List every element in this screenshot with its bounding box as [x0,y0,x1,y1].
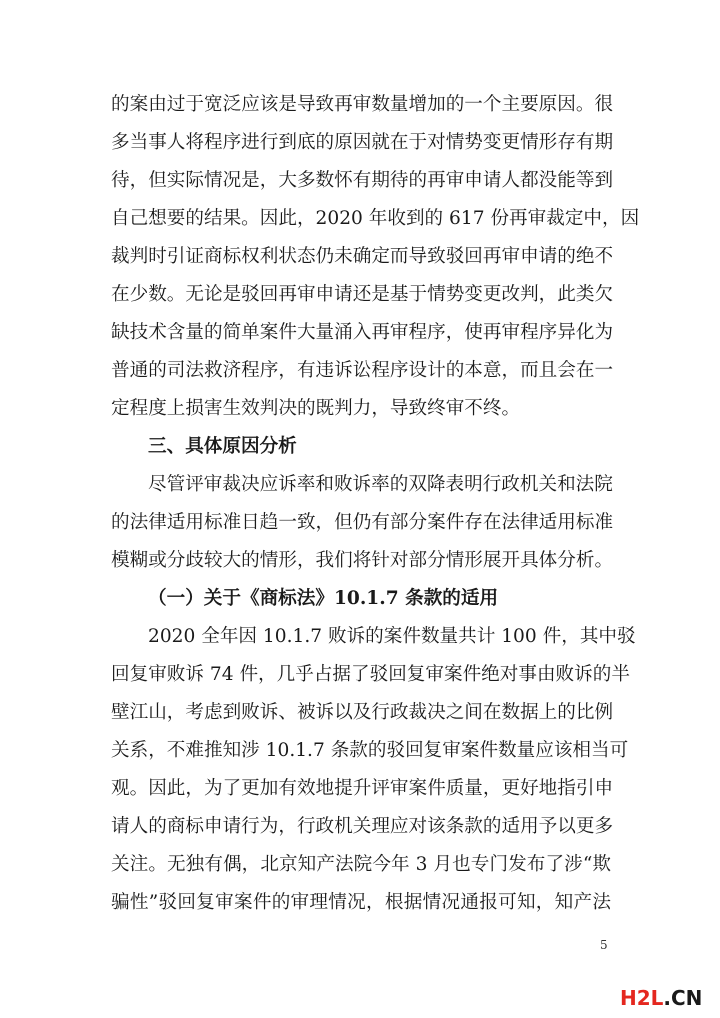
subsection-heading: （一）关于《商标法》10.1.7 条款的适用 [148,588,499,609]
watermark-brand: H2L [620,986,664,1010]
body-text [111,86,640,922]
text-line: 2020 全年因 10.1.7 败诉的案件数量共计 100 件，其中驳 [148,626,636,647]
text-line: 定程度上损害生效判决的既判力，导致终审不终。 [111,398,521,419]
section-heading: 三、具体原因分析 [148,436,297,457]
watermark-suffix: .CN [663,986,703,1010]
text-line: 尽管评审裁决应诉率和败诉率的双降表明行政机关和法院 [148,474,613,495]
text-line: 普通的司法救济程序，有违诉讼程序设计的本意，而且会在一 [111,360,614,381]
text-line: 观。因此，为了更加有效地提升评审案件质量，更好地指引申 [111,778,614,799]
text-line: 骗性”驳回复审案件的审理情况，根据情况通报可知，知产法 [111,892,611,913]
text-line: 待，但实际情况是，大多数怀有期待的再审申请人都没能等到 [111,170,614,191]
text-line: 缺技术含量的简单案件大量涌入再审程序，使再审程序异化为 [111,322,614,343]
text-line: 关注。无独有偶，北京知产法院今年 3 月也专门发布了涉“欺 [111,854,611,875]
text-line: 多当事人将程序进行到底的原因就在于对情势变更情形存有期 [111,132,614,153]
text-line: 模糊或分歧较大的情形，我们将针对部分情形展开具体分析。 [111,550,614,571]
text-line: 的案由过于宽泛应该是导致再审数量增加的一个主要原因。很 [111,94,614,115]
text-line: 关系，不难推知涉 10.1.7 条款的驳回复审案件数量应该相当可 [111,740,629,761]
text-line: 回复审败诉 74 件，几乎占据了驳回复审案件绝对事由败诉的半 [111,664,630,685]
text-line: 裁判时引证商标权利状态仍未确定而导致驳回再审申请的绝不 [111,246,614,267]
text-line: 的法律适用标准日趋一致，但仍有部分案件存在法律适用标准 [111,512,614,533]
text-line: 自己想要的结果。因此，2020 年收到的 617 份再审裁定中，因 [111,208,640,229]
text-line: 壁江山，考虑到败诉、被诉以及行政裁决之间在数据上的比例 [111,702,614,723]
page-number: 5 [600,938,608,952]
watermark-logo [620,986,702,1010]
text-line: 请人的商标申请行为，行政机关理应对该条款的适用予以更多 [111,816,614,837]
text-line: 在少数。无论是驳回再审申请还是基于情势变更改判，此类欠 [111,284,614,305]
